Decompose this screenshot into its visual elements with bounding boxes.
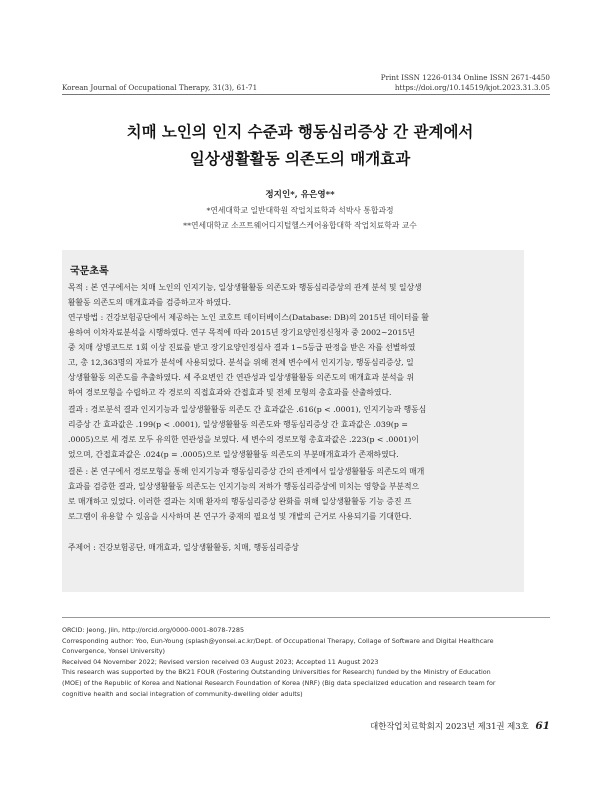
page-number: 61 (535, 720, 550, 732)
footnote-corresponding-author-cont: Convergence, Yonsei University) (62, 647, 166, 656)
authors: 정지인*, 유은영** (265, 190, 335, 200)
issn-info: Print ISSN 1226-0134 Online ISSN 2671-4450 (380, 73, 550, 82)
abstract-line: .0005)으로 세 경로 모두 유의한 연관성을 보였다. 세 변수의 경로모형 총효과값은 .223(p < .0001)이 (68, 435, 419, 444)
abstract-heading: 국문초록 (70, 266, 109, 277)
paper-title-line-1: 치매 노인의 인지 수준과 행동심리증상 간 관계에서 (126, 122, 474, 141)
abstract-line: 로 매개하고 있었다. 이러한 결과는 치매 환자의 행동심리증상 완화를 위해 일상생활활동 기능 증진 프 (68, 497, 412, 506)
keywords: 주제어 : 건강보험공단, 매개효과, 일상생활활동, 치매, 행동심리증상 (68, 543, 299, 552)
abstract-line: 용하여 이차자료분석을 시행하였다. 연구 목적에 따라 2015년 장기요양인정신청자 중 2002~2015년 (68, 328, 415, 337)
abstract-line: 상생활활동 의존도를 추출하였다. 세 주요변인 간 연관성과 일상생활활동 의존도의 매개효과 분석을 위 (68, 373, 415, 382)
footnote-received-dates: Received 04 November 2022; Revised version received 03 August 2023; Accepted 11 August 2023 (62, 657, 379, 666)
abstract-line: 하여 경로모형을 수립하고 각 경로의 직접효과와 간접효과 및 전체 모형의 총효과를 산출하였다. (68, 388, 392, 397)
abstract-line: 연구방법 : 건강보험공단에서 제공하는 노인 코호트 데이터베이스(Database: DB)의 2015년 데이터를 활 (68, 313, 429, 322)
header-rule (62, 94, 550, 95)
abstract-line: 결론 : 본 연구에서 경로모형을 통해 인지기능과 행동심리증상 간의 관계에서 일상생활활동 의존도의 매개 (68, 467, 425, 476)
abstract-line: 목적 : 본 연구에서는 치매 노인의 인지기능, 일상생활활동 의존도와 행동심리증상의 관계 분석 및 일상생 (68, 283, 422, 292)
affiliation-1: *연세대학교 일반대학원 작업치료학과 석박사 통합과정 (206, 206, 394, 215)
footnote-corresponding-author: Corresponding author: Yoo, Eun-Young (splash@yonsei.ac.kr/Dept. of Occupational Therapy, Collage of Software and Digital Healthcare (62, 636, 494, 645)
abstract-line: 고, 총 12,363명의 자료가 분석에 사용되었다. 분석을 위해 전체 변수에서 인지기능, 행동심리증상, 일 (68, 358, 414, 367)
abstract-line: 리증상 간 효과값은 .199(p < .0001), 일상생활활동 의존도와 행동심리증상 간 효과값은 .039(p = (68, 420, 408, 429)
footnote-rule (62, 617, 550, 618)
abstract-line: 로그램이 유용할 수 있음을 시사하며 본 연구가 중재의 필요성 및 개발의 근거로 사용되기를 기대한다. (68, 512, 412, 521)
abstract-line: 결과 : 경로분석 결과 인지기능과 일상생활활동 의존도 간 효과값은 .616(p < .0001), 인지기능과 행동심 (68, 405, 427, 414)
footnote-funding-cont: (MOE) of the Republic of Korea and National Research Foundation of Korea (NRF) (Big data specialized education and research team for (62, 678, 496, 687)
footnote-funding-cont: cognitive health and social integration of community-dwelling older adults) (62, 689, 303, 698)
page-footer (370, 720, 550, 732)
abstract-line: 효과를 검증한 결과, 일상생활활동 의존도는 인지기능의 저하가 행동심리증상에 미치는 영향을 부분적으 (68, 482, 420, 491)
footnote-orcid: ORCID: Jeong, Jiin, http://orcid.org/0000-0001-8078-7285 (62, 626, 245, 634)
abstract-line: 활활동 의존도의 매개효과를 검증하고자 하였다. (68, 298, 232, 307)
affiliation-2: **연세대학교 소프트웨어디지털헬스케어융합대학 작업치료학과 교수 (183, 221, 417, 230)
abstract-line: 었으며, 간접효과값은 .024(p = .0005)으로 일상생활활동 의존도의 부분매개효과가 존재하였다. (68, 450, 399, 459)
abstract-line: 중 치매 상병코드로 1회 이상 진료를 받고 장기요양인정심사 결과 1~5등급 판정을 받은 자를 선별하였 (68, 343, 416, 352)
journal-citation: Korean Journal of Occupational Therapy, 31(3), 61-71 (62, 83, 258, 92)
footnotes (62, 625, 542, 699)
footnote-funding: This research was supported by the BK21 FOUR (Fostering Outstanding Universities for Research) funded by the Ministry of Education (62, 668, 491, 677)
footer-journal: 대한작업치료학회지 2023년 제31권 제3호 (370, 721, 529, 731)
paper-title-line-2: 일상생활활동 의존도의 매개효과 (189, 149, 411, 168)
doi-link[interactable]: https://doi.org/10.14519/kjot.2023.31.3.05 (394, 83, 550, 92)
